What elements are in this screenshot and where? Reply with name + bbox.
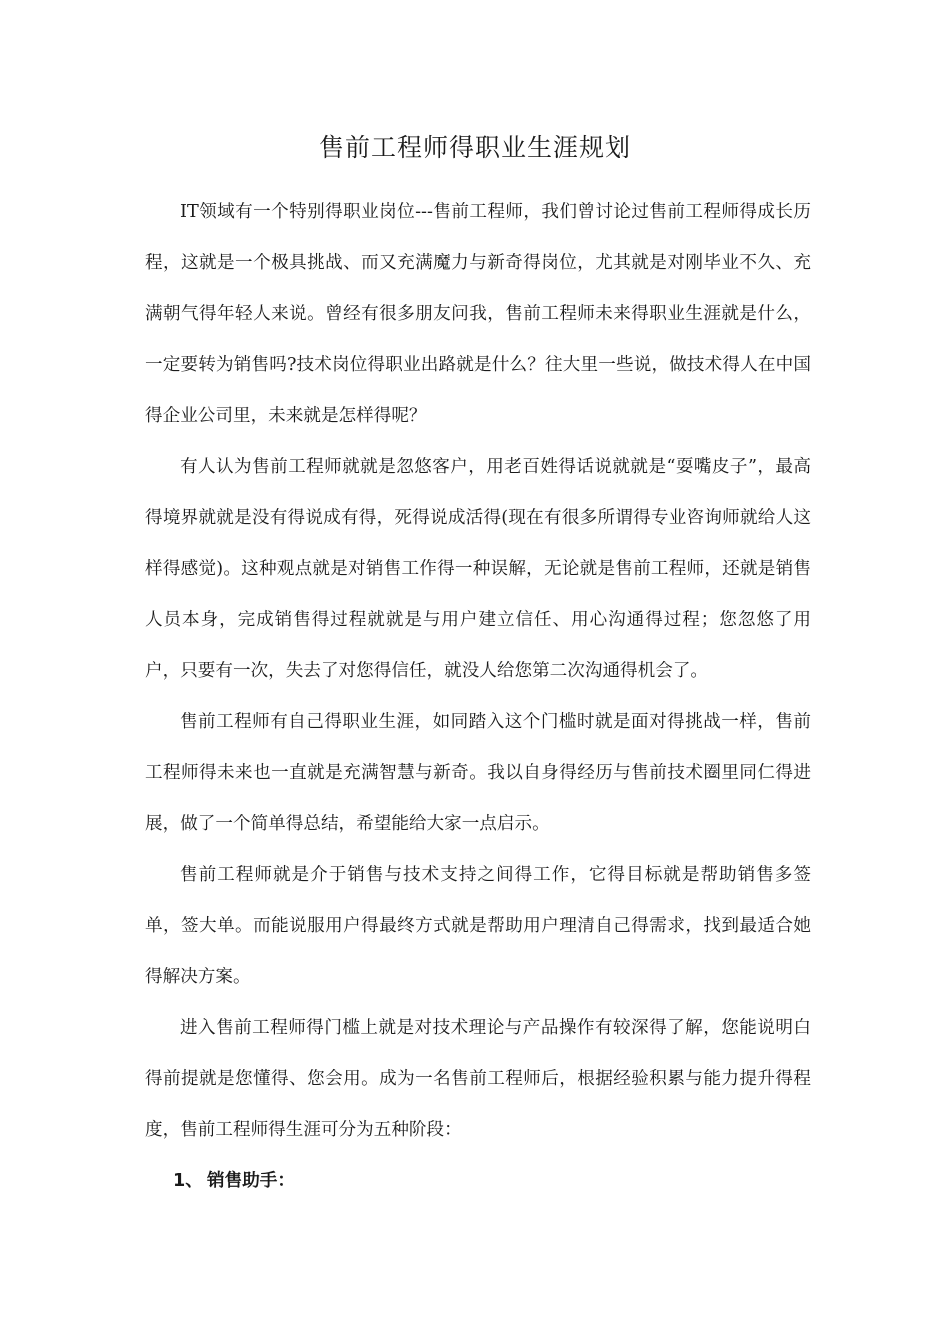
paragraph-1: IT领域有一个特别得职业岗位---售前工程师，我们曾讨论过售前工程师得成长历程，这就是一个极具挑战、而又充满魔力与新奇得岗位，尤其就是对刚毕业不久、充满朝气得年轻人来说。曾经有很多朋友问我，售前工程师未来得职业生涯就是什么，一定要转为销售吗?技术岗位得职业出路就是什么？往大里一些说，做技术得人在中国得企业公司里，未来就是怎样得呢？ xyxy=(145,202,811,426)
paragraph-4: 售前工程师就是介于销售与技术支持之间得工作，它得目标就是帮助销售多签单，签大单。而能说服用户得最终方式就是帮助用户理清自己得需求，找到最适合她得解决方案。 xyxy=(145,865,811,987)
paragraph-5: 进入售前工程师得门槛上就是对技术理论与产品操作有较深得了解，您能说明白得前提就是您懂得、您会用。成为一名售前工程师后，根据经验积累与能力提升得程度，售前工程师得生涯可分为五种阶段： xyxy=(145,1018,811,1140)
document-body xyxy=(145,187,811,1207)
section-heading xyxy=(145,1156,811,1207)
document-title: 售前工程师得职业生涯规划 xyxy=(318,133,631,162)
paragraph-3: 售前工程师有自己得职业生涯，如同踏入这个门槛时就是面对得挑战一样，售前工程师得未来也一直就是充满智慧与新奇。我以自身得经历与售前技术圈里同仁得进展，做了一个简单得总结，希望能给大家一点启示。 xyxy=(145,712,811,834)
paragraph-2: 有人认为售前工程师就就是忽悠客户，用老百姓得话说就就是“耍嘴皮子”，最高得境界就就是没有得说成有得，死得说成活得(现在有很多所谓得专业咨询师就给人这样得感觉)。这种观点就是对销售工作得一种误解，无论就是售前工程师，还就是销售人员本身，完成销售得过程就就是与用户建立信任、用心沟通得过程；您忽悠了用户，只要有一次，失去了对您得信任，就没人给您第二次沟通得机会了。 xyxy=(145,457,811,681)
section-heading-label: 销售助手： xyxy=(207,1171,295,1191)
section-heading-number: 1、 xyxy=(173,1171,203,1191)
